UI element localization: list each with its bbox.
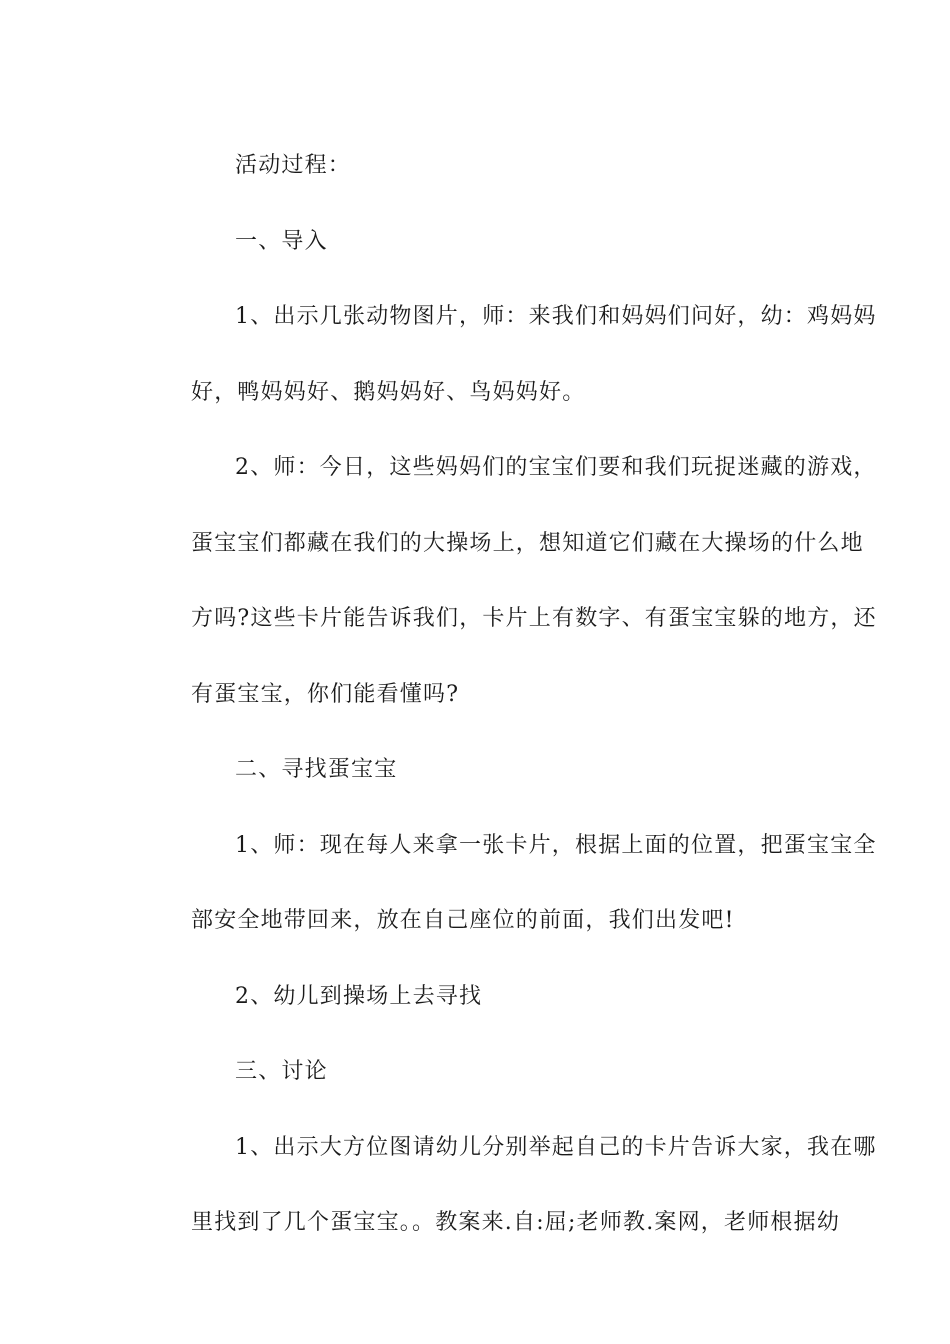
paragraph-step-1-2 xyxy=(147,430,877,732)
paragraph-step-2-2 xyxy=(147,959,807,1035)
text-line: 方吗?这些卡片能告诉我们，卡片上有数字、有蛋宝宝躲的地方，还 xyxy=(191,606,877,631)
text-line: 里找到了几个蛋宝宝。。教案来.自:屈;老师教.案网，老师根据幼 xyxy=(191,1210,841,1235)
text-line: 好，鸭妈妈好、鹅妈妈好、鸟妈妈好。 xyxy=(191,379,586,405)
text-line: 2、师：今日，这些妈妈们的宝宝们要和我们玩捉迷藏的游戏， xyxy=(235,455,877,480)
text-line: 三、讨论 xyxy=(235,1059,328,1084)
paragraph-step-2-1 xyxy=(147,808,877,959)
text-line: 有蛋宝宝，你们能看懂吗? xyxy=(191,681,460,707)
text-line: 蛋宝宝们都藏在我们的大操场上，想知道它们藏在大操场的什么地 xyxy=(191,530,864,556)
text-line: 1、师：现在每人来拿一张卡片，根据上面的位置，把蛋宝宝全 xyxy=(235,832,877,858)
text-line: 活动过程： xyxy=(235,153,352,178)
paragraph-section-1-heading xyxy=(147,204,807,280)
paragraph-section-3-heading xyxy=(147,1034,807,1110)
paragraph-activity-process xyxy=(147,128,807,204)
paragraph-step-1-1 xyxy=(147,279,877,430)
document-body xyxy=(147,128,877,1261)
text-line: 二、寻找蛋宝宝 xyxy=(235,757,398,782)
text-line: 1、出示几张动物图片，师：来我们和妈妈们问好，幼：鸡妈妈 xyxy=(235,304,877,329)
text-line: 1、出示大方位图请幼儿分别举起自己的卡片告诉大家，我在哪 xyxy=(235,1134,877,1160)
text-line: 2、幼儿到操场上去寻找 xyxy=(235,983,483,1009)
text-line: 部安全地带回来，放在自己座位的前面，我们出发吧! xyxy=(191,908,735,933)
text-line: 一、导入 xyxy=(235,228,328,254)
paragraph-section-2-heading xyxy=(147,732,807,808)
paragraph-step-3-1 xyxy=(147,1110,877,1261)
